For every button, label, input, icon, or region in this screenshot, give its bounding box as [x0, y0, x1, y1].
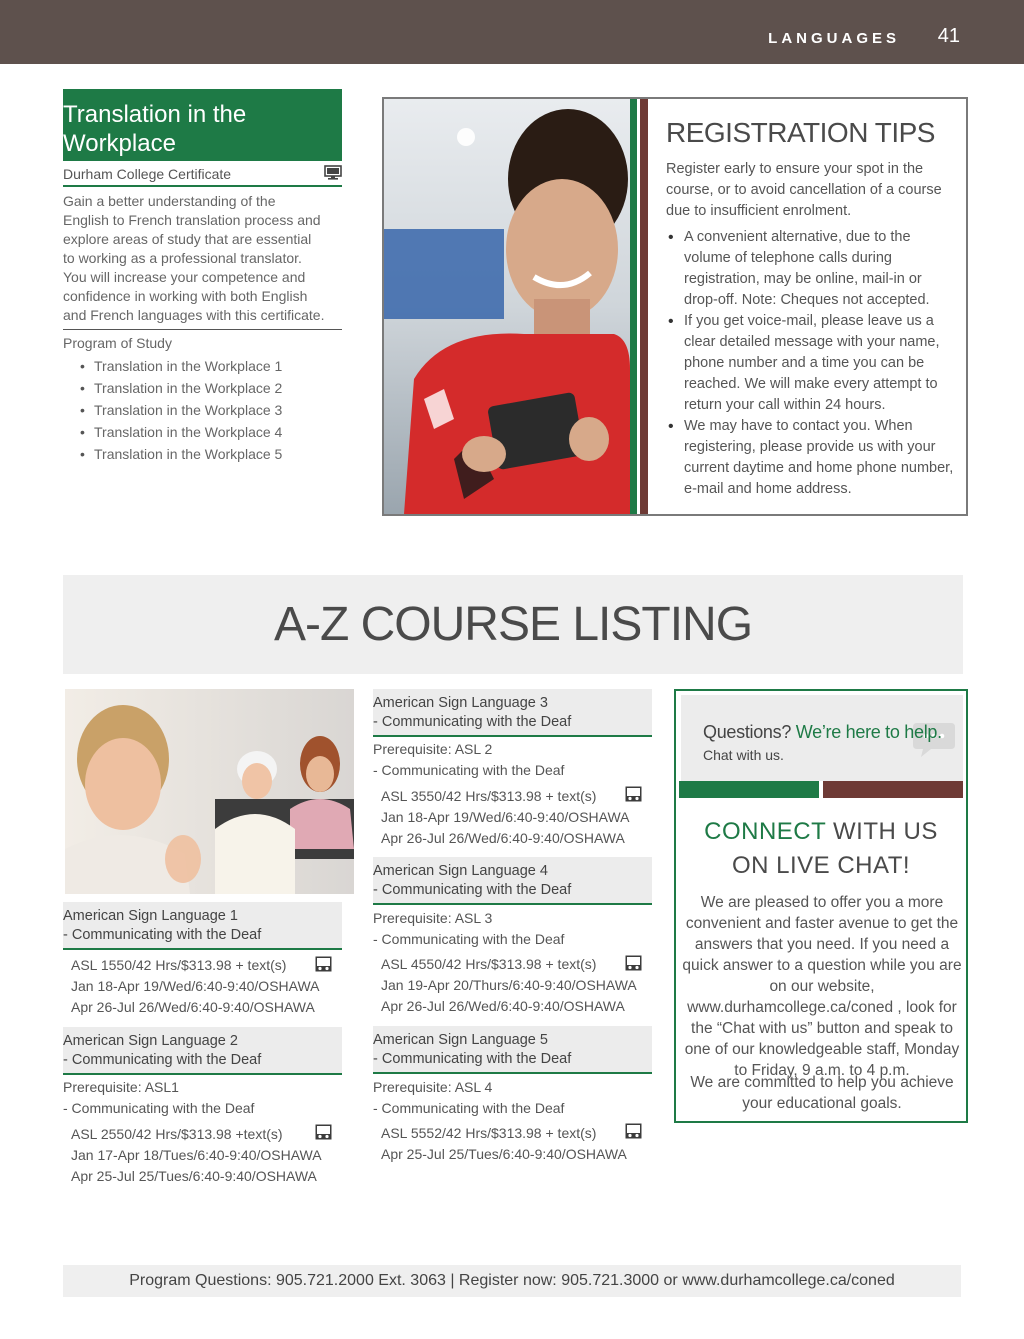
chat-question-highlight: We’re here to help.	[795, 722, 942, 742]
course-session: Apr 26-Jul 26/Wed/6:40-9:40/OSHAWA	[381, 998, 625, 1014]
course-header-asl5	[373, 1026, 652, 1074]
course-code: ASL 2550/42 Hrs/$313.98 +text(s)	[71, 1126, 283, 1142]
course-prereq-detail: - Communicating with the Deaf	[373, 1100, 565, 1116]
course-session: Apr 26-Jul 26/Wed/6:40-9:40/OSHAWA	[71, 999, 315, 1015]
course-prereq: Prerequisite: ASL 3	[373, 910, 493, 926]
registration-tips-list	[666, 227, 956, 500]
footer-contact-text: Program Questions: 905.721.2000 Ext. 3063 | Register now: 905.721.3000 or www.durhamcollege.ca/coned	[129, 1272, 895, 1289]
accent-stripe-brown	[640, 99, 648, 514]
registration-intro: Register early to ensure your spot in the course, or to avoid cancellation of a course due to insufficient enrolment.	[666, 161, 942, 219]
translation-description: Gain a better understanding of the English to French translation process and explore areas of study that are essential to working as a professional translator. You will increase your competence and confidence in working with both English and French languages with this certificate.	[63, 193, 325, 323]
course-code: ASL 4550/42 Hrs/$313.98 + text(s)	[381, 956, 597, 972]
list-item: • Translation in the Workplace 1	[78, 356, 282, 378]
classroom-icon	[315, 956, 332, 972]
chat-headline-connect: CONNECT	[704, 818, 826, 845]
registration-tips-title: REGISTRATION TIPS	[666, 117, 935, 148]
course-header-asl3	[373, 689, 652, 737]
registration-tips-panel	[382, 97, 968, 516]
course-prereq-asl4	[373, 908, 643, 950]
chat-header-area	[681, 695, 963, 781]
course-session: Apr 25-Jul 25/Tues/6:40-9:40/OSHAWA	[381, 1146, 627, 1162]
course-title: American Sign Language 4	[373, 863, 548, 879]
chat-headline-line2: ON LIVE CHAT!	[731, 852, 911, 879]
chat-question	[703, 722, 942, 743]
course-session: Apr 26-Jul 26/Wed/6:40-9:40/OSHAWA	[381, 830, 625, 846]
list-item: • Translation in the Workplace 4	[78, 422, 282, 444]
divider	[63, 329, 342, 330]
certificate-label-row	[63, 166, 342, 187]
translation-title-line2: Workplace	[63, 130, 176, 157]
list-item: • If you get voice-mail, please leave us a clear detailed message with your name, phone number and a time you can be reached. We will make every attempt to return your call within 24 hours.	[666, 311, 956, 416]
course-prereq-detail: - Communicating with the Deaf	[373, 931, 565, 947]
classroom-icon	[625, 786, 642, 802]
chat-description: We are pleased to offer you a more convenient and faster avenue to get the answers that you need. If you need a quick answer to a question while you are on our website, www.durhamcollege.ca/coned , look for the “Chat with us” button and speak to one of our knowledgeable staff, Monday to Friday, 9 a.m. to 4 p.m.	[682, 894, 962, 1079]
course-session: Jan 19-Apr 20/Thurs/6:40-9:40/OSHAWA	[381, 977, 637, 993]
course-subtitle: - Communicating with the Deaf	[373, 714, 572, 730]
chat-with-us-text: Chat with us.	[703, 747, 784, 763]
live-chat-box	[674, 689, 968, 1123]
accent-stripe-green	[630, 99, 637, 514]
course-title: American Sign Language 1	[63, 908, 238, 924]
list-item: • Translation in the Workplace 3	[78, 400, 282, 422]
chat-commitment: We are committed to help you achieve your educational goals.	[690, 1074, 954, 1112]
page-footer	[63, 1265, 961, 1297]
section-name: LANGUAGES	[768, 30, 900, 47]
course-prereq-asl2	[63, 1077, 333, 1119]
course-title: American Sign Language 3	[373, 695, 548, 711]
accent-bar-green	[679, 781, 819, 798]
computer-icon	[324, 165, 342, 180]
course-code: ASL 3550/42 Hrs/$313.98 + text(s)	[381, 788, 597, 804]
translation-title-box	[63, 89, 342, 161]
course-subtitle: - Communicating with the Deaf	[63, 927, 262, 943]
course-session: Jan 17-Apr 18/Tues/6:40-9:40/OSHAWA	[71, 1147, 322, 1163]
chat-headline-rest: WITH US	[825, 818, 938, 845]
course-prereq-asl3	[373, 739, 643, 781]
course-subtitle: - Communicating with the Deaf	[63, 1052, 262, 1068]
course-details-asl1	[71, 955, 333, 1018]
course-session: Jan 18-Apr 19/Wed/6:40-9:40/OSHAWA	[381, 809, 630, 825]
list-item: • Translation in the Workplace 2	[78, 378, 282, 400]
course-header-asl2	[63, 1027, 342, 1075]
translation-title-line1: Translation in the	[63, 101, 247, 128]
course-details-asl3	[381, 786, 643, 849]
course-details-asl5	[381, 1123, 643, 1165]
course-prereq-detail: - Communicating with the Deaf	[63, 1100, 255, 1116]
course-details-asl4	[381, 954, 643, 1017]
course-session: Apr 25-Jul 25/Tues/6:40-9:40/OSHAWA	[71, 1168, 317, 1184]
accent-bar-brown	[823, 781, 963, 798]
course-listing-banner	[63, 575, 963, 674]
list-item: • A convenient alternative, due to the volume of telephone calls during registration, may be online, mail-in or drop-off. Note: Cheques not accepted.	[666, 227, 956, 311]
course-details-asl2	[71, 1124, 333, 1187]
course-header-asl4	[373, 857, 652, 905]
page-number: 41	[937, 25, 960, 47]
course-prereq: Prerequisite: ASL 2	[373, 741, 493, 757]
classroom-icon	[625, 1123, 642, 1139]
program-list	[78, 356, 282, 466]
classroom-icon	[625, 955, 642, 971]
course-prereq: Prerequisite: ASL 4	[373, 1079, 493, 1095]
list-item: • Translation in the Workplace 5	[78, 444, 282, 466]
course-title: American Sign Language 5	[373, 1032, 548, 1048]
course-subtitle: - Communicating with the Deaf	[373, 882, 572, 898]
classroom-students-photo	[65, 689, 354, 894]
course-title: American Sign Language 2	[63, 1033, 238, 1049]
course-session: Jan 18-Apr 19/Wed/6:40-9:40/OSHAWA	[71, 978, 320, 994]
certificate-label: Durham College Certificate	[63, 166, 232, 182]
student-with-phone-photo	[384, 99, 630, 514]
chat-question-text: Questions?	[703, 722, 792, 742]
list-item: • We may have to contact you. When registering, please provide us with your current daytime and home phone number, e-mail and home address.	[666, 416, 956, 500]
course-prereq: Prerequisite: ASL1	[63, 1079, 179, 1095]
page-header-bar	[0, 0, 1024, 64]
classroom-icon	[315, 1124, 332, 1140]
course-code: ASL 5552/42 Hrs/$313.98 + text(s)	[381, 1125, 597, 1141]
course-header-asl1	[63, 902, 342, 950]
course-subtitle: - Communicating with the Deaf	[373, 1051, 572, 1067]
course-prereq-asl5	[373, 1077, 643, 1119]
course-listing-title: A-Z COURSE LISTING	[273, 598, 753, 651]
chat-headline	[676, 815, 966, 883]
course-prereq-detail: - Communicating with the Deaf	[373, 762, 565, 778]
course-code: ASL 1550/42 Hrs/$313.98 + text(s)	[71, 957, 287, 973]
program-of-study-label: Program of Study	[63, 335, 172, 351]
